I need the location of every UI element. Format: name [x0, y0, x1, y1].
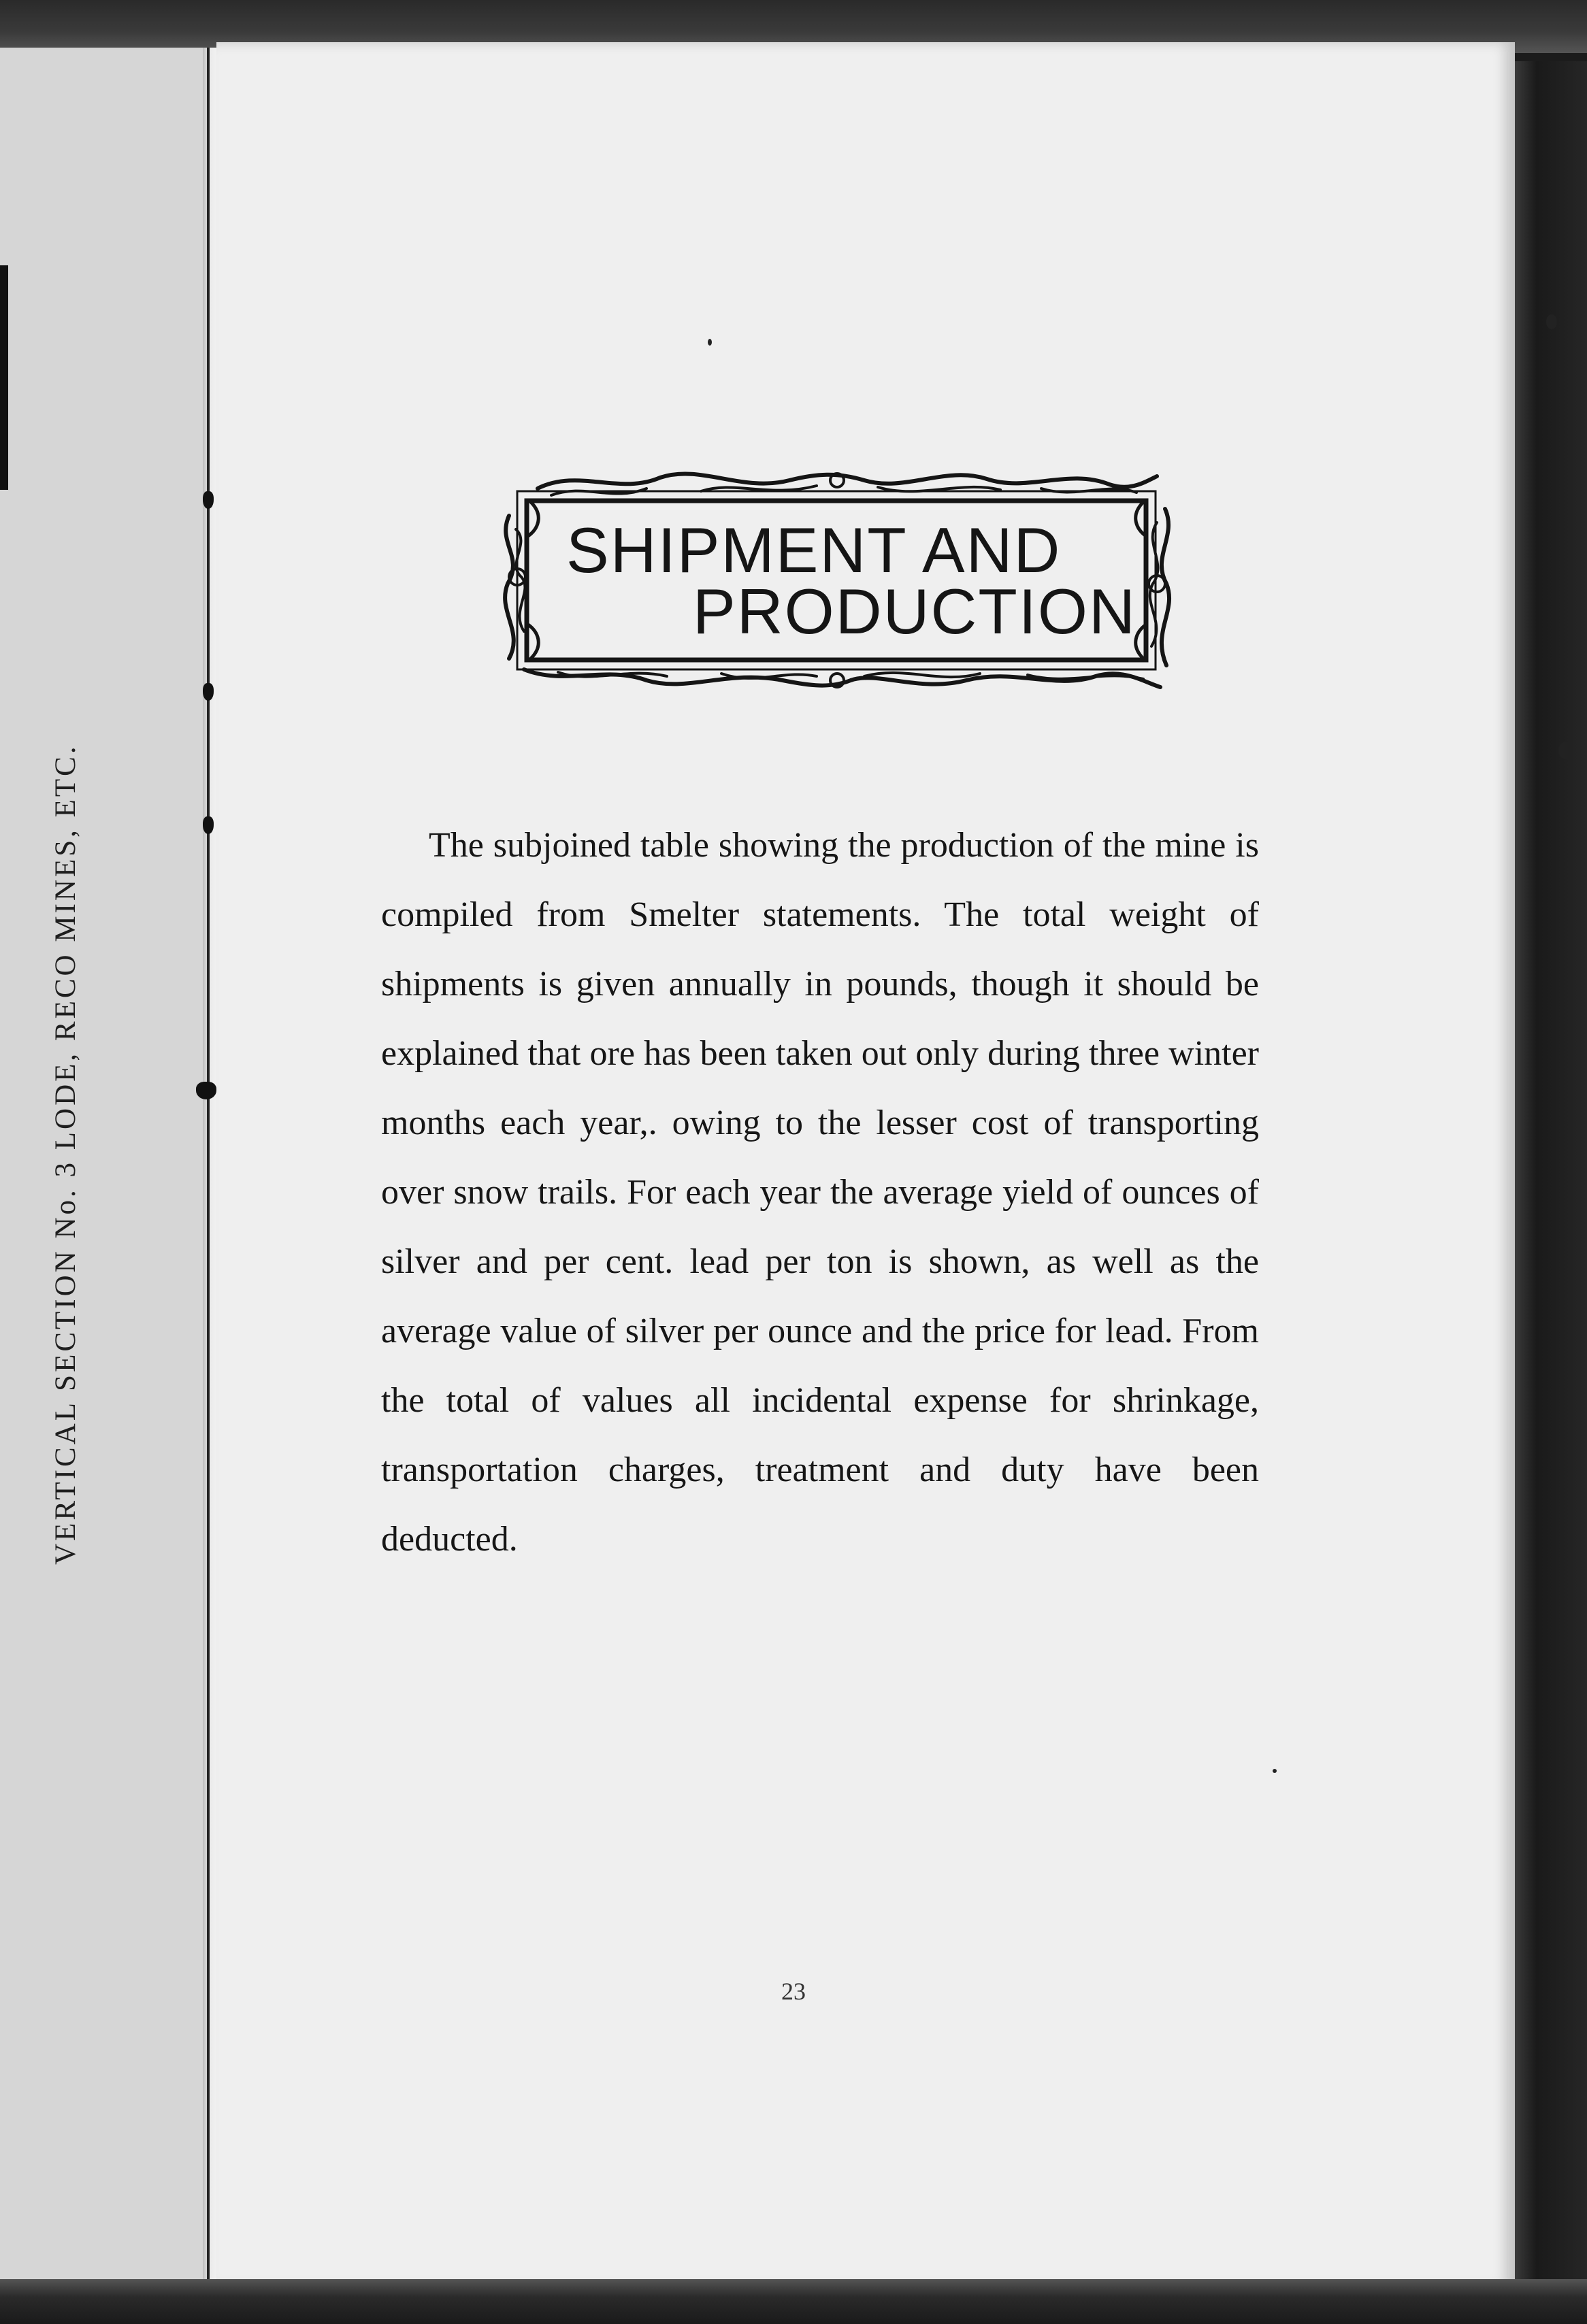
page-edge-shadow — [0, 265, 8, 490]
right-edge — [1515, 61, 1587, 2324]
binding-line — [207, 48, 210, 2282]
body-paragraph: The subjoined table showing the production of the mine is compiled from Smelter statements. The total weight of shipments is given annually in pounds, though it should be explained that ore has been taken out only during three winter months each year,. owing to the lesser cost of transporting over snow trails. For each year the average yield of ounces of silver and per cent. lead per ton is shown, as well as the average value of silver per ounce and the price for lead. From the total of values all incidental expense for shrinkage, transportation charges, treatment and duty have been deducted. — [381, 826, 1259, 1559]
title-line-1: SHIPMENT AND — [566, 514, 1062, 586]
scan-speck — [1273, 1769, 1277, 1773]
page-number: 23 — [781, 1978, 806, 2005]
stitch-mark — [203, 683, 214, 701]
stitch-mark — [196, 1082, 216, 1099]
bottom-edge — [0, 2279, 1587, 2324]
facing-page — [0, 48, 204, 2282]
title-line-2: PRODUCTION — [693, 576, 1136, 647]
scan-speck — [1546, 314, 1557, 329]
binding-gutter — [203, 48, 218, 2282]
scan-speck — [708, 339, 712, 346]
stitch-mark — [203, 816, 214, 834]
stitch-mark — [203, 491, 214, 509]
vertical-caption: VERTICAL SECTION No. 3 LODE, RECO MINES, ETC. — [50, 744, 82, 1565]
scan-speck — [1558, 742, 1573, 759]
